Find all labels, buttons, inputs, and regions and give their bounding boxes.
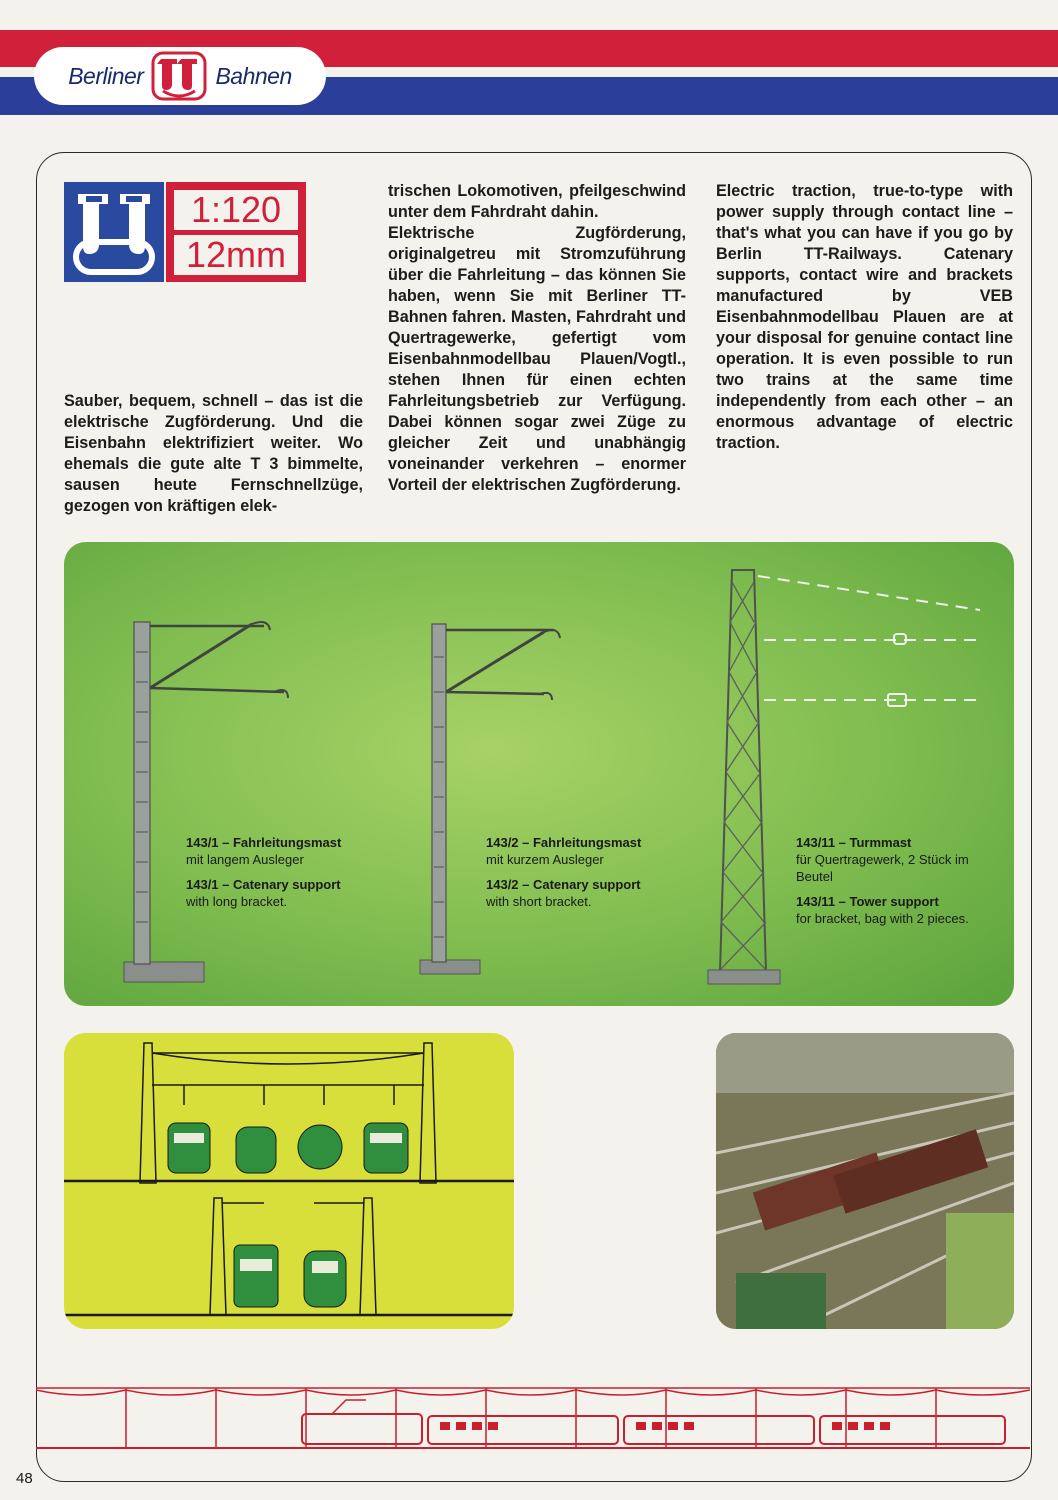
scale-ratio: 1:120: [174, 190, 298, 230]
locomotive-icon-2: [364, 1123, 408, 1173]
locomotive-icon: [168, 1123, 210, 1173]
mast-143-1-icon: [124, 622, 288, 982]
catenary-diagram-panel: [64, 1033, 514, 1329]
tank-car-icon: [298, 1125, 342, 1169]
page-number: 48: [16, 1470, 33, 1487]
brand-header: [34, 47, 326, 105]
caption-143-2-en-title: 143/2 – Catenary support: [486, 877, 641, 892]
caption-143-11-en-desc: for bracket, bag with 2 pieces.: [796, 911, 969, 926]
caption-143-1-en-desc: with long bracket.: [186, 894, 288, 909]
model-railway-photo-icon: [716, 1033, 1014, 1329]
boxcar-icon: [236, 1127, 276, 1173]
mast-143-2-icon: [420, 624, 560, 974]
col2-paragraph-a: trischen Lokomotiven, pfeilgeschwind unter dem Fahrdraht dahin.: [388, 182, 686, 221]
brand-right-text: Bahnen: [215, 62, 292, 89]
tt-logo-large: [64, 182, 164, 282]
caption-143-1: [186, 834, 386, 910]
caption-143-2-de-desc: mit kurzem Ausleger: [486, 852, 604, 867]
caption-143-2: [486, 834, 686, 910]
caption-143-2-de-title: 143/2 – Fahrleitungsmast: [486, 835, 642, 850]
catenary-trains-diagram: [64, 1033, 514, 1329]
text-column-2: [388, 181, 686, 496]
locomotive-icon-3: [234, 1245, 278, 1307]
scale-gauge: 12mm: [174, 235, 298, 275]
catenary-masts-illustration: [64, 542, 1014, 1006]
caption-143-1-de-desc: mit langem Ausleger: [186, 852, 304, 867]
passenger-coaches-icon: [428, 1416, 1005, 1444]
electric-locomotive-icon: [302, 1400, 422, 1444]
train-strip-illustration: [36, 1378, 1030, 1458]
brand-left-text: Berliner: [68, 62, 144, 89]
caption-143-1-de-title: 143/1 – Fahrleitungsmast: [186, 835, 342, 850]
passenger-coach-icon: [304, 1251, 346, 1307]
caption-143-11-de-title: 143/11 – Turmmast: [796, 835, 912, 850]
layout-photo: [716, 1033, 1014, 1329]
caption-143-11: [796, 834, 996, 927]
text-column-1: [64, 391, 363, 517]
col3-paragraph: Electric traction, true-to-type with power supply through contact line – that's what you can have if you go by Berlin TT-Railways. Catenary supports, contact wire and brackets manufactured by VEB Eisenbahnmodellbau Plauen are at your disposal for genuine contact line operation. It is even possible to run two trains at the same time independently from each other – an enormous advantage of electric traction.: [716, 182, 1013, 452]
caption-143-1-en-title: 143/1 – Catenary support: [186, 877, 341, 892]
tt-emblem-icon: [64, 182, 164, 282]
col1-paragraph: Sauber, bequem, schnell – das ist die elektrische Zugförderung. Und die Eisenbahn elektrifiziert weiter. Wo ehemals die gute alte T 3 bimmelte, sausen heute Fernschnellzüge, gezogen von kräftigen elek-: [64, 392, 363, 515]
caption-143-11-de-desc: für Quertragewerk, 2 Stück im Beutel: [796, 852, 969, 884]
tt-logo-icon: [151, 51, 207, 101]
text-column-3: [716, 181, 1013, 454]
caption-143-2-en-desc: with short bracket.: [486, 894, 592, 909]
caption-143-11-en-title: 143/11 – Tower support: [796, 894, 939, 909]
col2-paragraph-b: Elektrische Zugförderung, originalgetreu mit Stromzuführung über die Fahrleitung – das können Sie haben, wenn Sie mit Berliner TT-Bahnen fahren. Masten, Fahrdraht und Quertragewerke, gefertigt vom Eisenbahnmodellbau Plauen/Vogtl., stehen Ihnen für einen echten Fahrleitungsbetrieb zur Verfügung. Dabei können sogar zwei Züge zu gleicher Zeit und unabhängig voneinander verkehren – enormer Vorteil der elektrischen Zugförderung.: [388, 224, 686, 494]
product-panel: [64, 542, 1014, 1006]
